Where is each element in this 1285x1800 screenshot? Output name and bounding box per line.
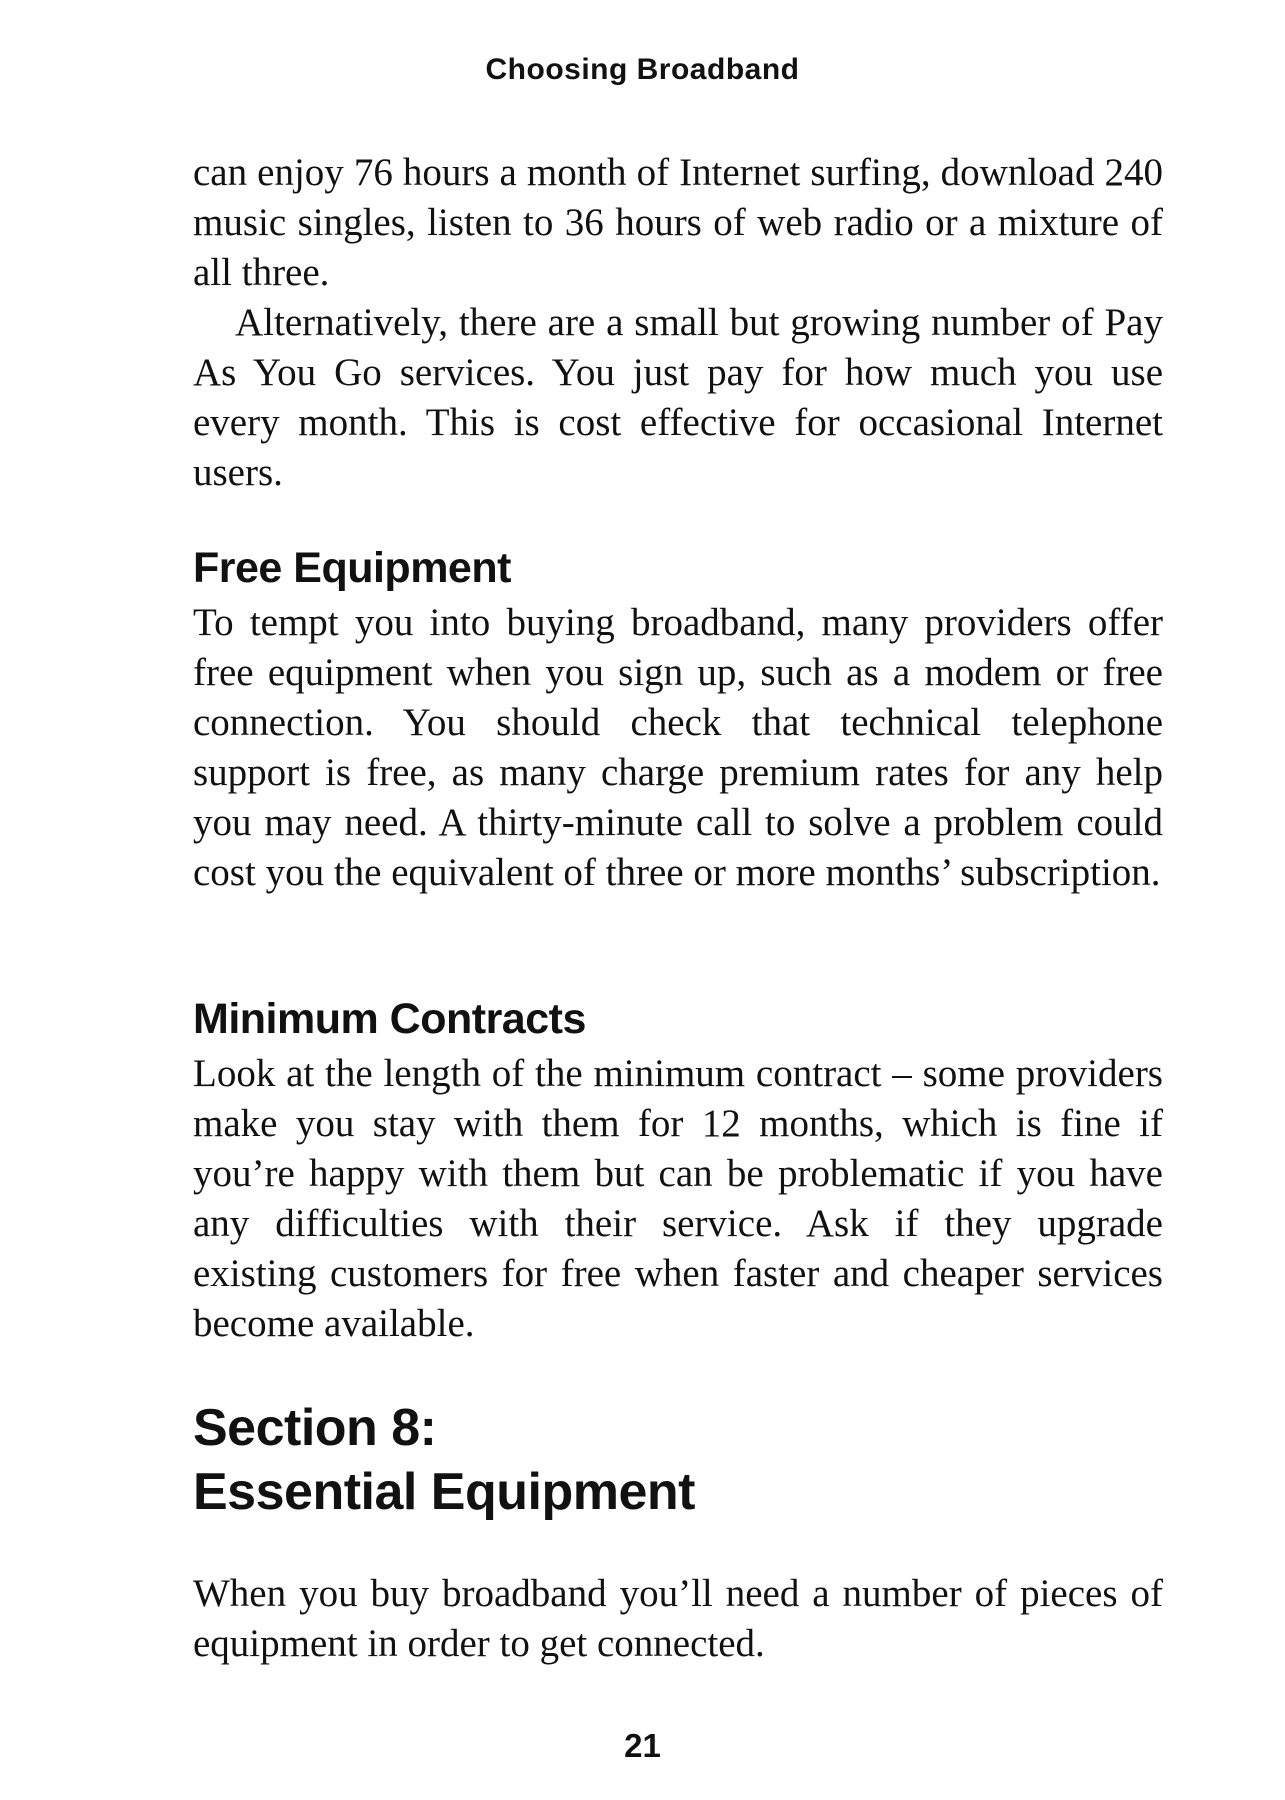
intro-section [193, 148, 1163, 498]
minimum-contracts-paragraph: Look at the length of the minimum contract – some providers make you stay with them for 12 months, which is fine if you’re happy with them but can be problematic if you have any difficulties with their service. Ask if they upgrade existing customers for free when faster and cheaper services become available. [193, 1052, 1163, 1345]
section-number-line: Section 8: [193, 1399, 437, 1457]
section-intro-paragraph: When you buy broadband you’ll need a number of pieces of equipment in order to get connected. [193, 1572, 1163, 1665]
pay-as-you-go-paragraph: Alternatively, there are a small but growing number of Pay As You Go services. You just pay for how much you use every month. This is cost effective for occasional Internet users. [193, 301, 1163, 494]
page-number: 21 [624, 1727, 661, 1764]
running-head: Choosing Broadband [485, 53, 800, 86]
section-intro [193, 1569, 1163, 1669]
minimum-contracts-heading: Minimum Contracts [193, 995, 586, 1043]
minimum-contracts-section [193, 1049, 1163, 1349]
free-equipment-section [193, 598, 1163, 898]
intro-continuation-paragraph: can enjoy 76 hours a month of Internet surfing, download 240 music singles, listen to 36 hours of web radio or a mixture of all three. [193, 151, 1163, 294]
section-title-line: Essential Equipment [193, 1463, 695, 1521]
free-equipment-paragraph: To tempt you into buying broadband, many providers offer free equipment when you sign up, such as a modem or free connection. You should check that technical telephone support is free, as many charge premium rates for any help you may need. A thirty-minute call to solve a problem could cost you the equivalent of three or more months’ subscription. [193, 601, 1163, 894]
section-title [193, 1396, 1163, 1524]
free-equipment-heading: Free Equipment [193, 544, 511, 592]
